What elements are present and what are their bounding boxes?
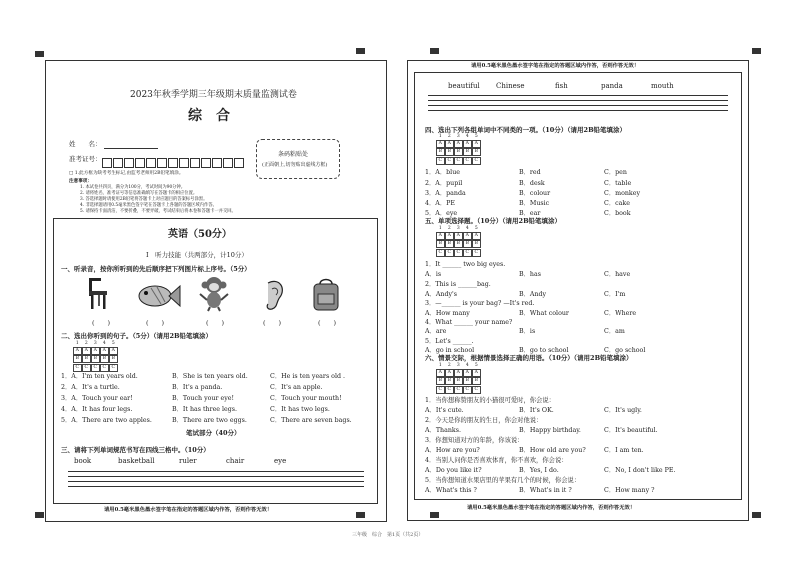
q6-option: C．It's beautiful.	[604, 427, 658, 434]
subject-title: 综 合	[188, 108, 230, 124]
absent-mark-note: □ 1.此方框为缺考考生标记,由监考老师用2B铅笔填涂。	[69, 171, 184, 176]
q4-option: B．ear	[519, 210, 541, 217]
registration-mark	[752, 48, 761, 54]
q2-option: B．Touch your eye!	[172, 395, 235, 402]
q6-option: B．It's OK.	[519, 407, 554, 414]
q5-question: 3．—______ is your bag? —It's red.	[425, 300, 535, 307]
q2-option: 3．A．Touch your ear!	[61, 395, 133, 402]
header-note: 请用0.5毫米黑色墨水签字笔在指定的答题区域内作答，否则作答无效！	[471, 63, 640, 69]
q4-option: 2．A．pupil	[425, 180, 463, 187]
q6-option: C．No, I don't like PE.	[604, 467, 676, 474]
q5-option: B．is	[519, 328, 536, 335]
barcode-area	[256, 139, 340, 179]
q2-option: 2．A．It's a turtle.	[61, 384, 120, 391]
q4-option: 1．A．blue	[425, 169, 460, 176]
q4-option: C．book	[604, 210, 631, 217]
q3-word: Chinese	[496, 82, 525, 90]
q6-title: 六、情景交际，根据情景选择正确的用语。（10分）（请用2B铅笔填涂）	[425, 354, 633, 362]
q5-option: A．is	[425, 271, 442, 278]
bag-icon	[310, 278, 342, 312]
q2-option: 5．A．There are two apples.	[61, 417, 152, 424]
answer-grid-q4[interactable]: 1 2 3 4 5 A A A A A B B B B B C C C C C	[436, 134, 481, 165]
q3-word: panda	[601, 82, 623, 90]
q4-option: B．Music	[519, 200, 550, 207]
q5-option: B．has	[519, 271, 541, 278]
q4-option: 3．A．panda	[425, 190, 466, 197]
name-label: 姓 名：	[69, 140, 102, 148]
q5-option: C．Where	[604, 310, 637, 317]
answer-grid-q6[interactable]: 1 2 3 4 5 A A A A A B B B B B C C C C C	[436, 363, 481, 394]
footer-note: 请用0.5毫米黑色墨水签字笔在指定的答题区域内作答，否则作答无效！	[104, 507, 273, 513]
q3-word: eye	[274, 457, 287, 465]
q4-option: B．red	[519, 169, 541, 176]
id-boxes[interactable]	[102, 153, 245, 172]
answer-grid-q2[interactable]: 1 2 3 4 5 A A A A A B B B B B C C C C C	[73, 341, 118, 372]
id-label: 准考证号：	[69, 155, 102, 163]
registration-mark	[752, 512, 761, 518]
barcode-label: 条码粘贴处	[278, 151, 309, 158]
q3-word: book	[74, 457, 92, 465]
fish-icon	[135, 282, 181, 310]
q6-option: C．How many ?	[604, 487, 655, 494]
barcode-note: (正面朝上,切勿贴出虚线方框)	[262, 162, 328, 168]
q5-question: 2．This is ______bag.	[425, 281, 491, 288]
q5-title: 五、单项选择题。（10分）（请用2B铅笔填涂）	[425, 217, 562, 225]
q4-option: C．pen	[604, 169, 627, 176]
q1-title: 一、听录音，按你所听到的先后顺序把下列图片标上序号。（5分）	[61, 265, 251, 273]
answer-grid-q5[interactable]: 1 2 3 4 5 A A A A A B B B B B C C C C C	[436, 226, 481, 257]
q6-question: 1．当你想称赞朋友的小猫很可爱时，你会说：	[425, 397, 555, 404]
q2-option: B．It's a panda.	[172, 384, 223, 391]
q5-option: A．Andy's	[425, 291, 457, 298]
q5-question: 4．What ______ your name?	[425, 319, 513, 326]
writing-lines[interactable]	[428, 95, 728, 111]
q4-option: B．colour	[519, 190, 551, 197]
notice-title: 注意事项：	[69, 179, 92, 184]
q4-option: C．table	[604, 180, 632, 187]
exam-title: 2023年秋季学期三年级期末质量监测试卷	[130, 90, 297, 100]
notice-line: 3. 答选择题时请使用2B铅笔将答题卡上对应题目的答案标号涂黑。	[80, 197, 208, 202]
notice-line: 4. 非选择题请用0.5毫米黑色签字笔在答题卡上各题的答题区域内作答。	[80, 203, 217, 208]
q4-option: B．desk	[519, 180, 545, 187]
q5-option: A．are	[425, 328, 447, 335]
q4-option: 5．A．eye	[425, 210, 458, 217]
answer-paren[interactable]: ( )	[92, 319, 111, 327]
footer-note: 请用0.5毫米黑色墨水签字笔在指定的答题区域内作答，否则作答无效！	[467, 505, 636, 511]
q6-option: A．What's this ?	[425, 487, 477, 494]
monkey-icon	[197, 276, 231, 312]
answer-paren[interactable]: ( )	[206, 319, 225, 327]
name-field[interactable]	[104, 148, 158, 149]
q5-question: 5．Let's ______.	[425, 338, 474, 345]
registration-mark	[356, 48, 365, 54]
q6-option: B．How old are you?	[519, 447, 586, 454]
q6-option: C．I am ten.	[604, 447, 644, 454]
answer-paren[interactable]: ( )	[263, 319, 282, 327]
q3-word: fish	[555, 82, 568, 90]
listening-title: Ⅰ 听力技能（共两部分，计10分）	[146, 251, 248, 259]
q6-option: B．Happy birthday.	[519, 427, 581, 434]
q3-word: mouth	[651, 82, 674, 90]
q2-option: B．It has three legs.	[172, 406, 238, 413]
registration-mark	[35, 512, 44, 518]
q2-title: 二、选出你听到的句子。（5分）（请用2B铅笔填涂）	[61, 332, 213, 340]
q2-option: 4．A．It has four legs.	[61, 406, 133, 413]
q2-option: C．He is ten years old .	[270, 373, 346, 380]
written-title: 笔试部分（40分）	[186, 429, 241, 437]
q2-option: 1．A．I'm ten years old.	[61, 373, 138, 380]
page-footer: 三年级 综合 第1页（共2页）	[352, 532, 424, 538]
q6-option: A．Do you like it?	[425, 467, 482, 474]
english-title: 英语（50分）	[168, 229, 232, 240]
notice-line: 5. 请保持卡面清洁，不要折叠，不要弄破，考试结束后将本卷和答题卡一并交回。	[80, 209, 236, 214]
q5-option: B．What colour	[519, 310, 569, 317]
q6-question: 2．今天是你的朋友的生日，你会对他说：	[425, 417, 543, 424]
notice-line: 1. 本试卷共四页，满分为100分，考试时间为90分钟。	[80, 185, 186, 190]
ear-icon	[262, 279, 286, 311]
q2-option: C．Touch your mouth!	[270, 395, 342, 402]
q5-option: A．How many	[425, 310, 470, 317]
answer-paren[interactable]: ( )	[146, 319, 165, 327]
registration-mark	[35, 51, 44, 57]
q3-word: basketball	[118, 457, 155, 465]
notice-line: 2. 请将姓名、准考证号等信息准确填写在答题卡的相应位置。	[80, 191, 198, 196]
q5-option: C．I'm	[604, 291, 626, 298]
q5-option: B．go to school	[519, 347, 569, 354]
q2-option: C．It's an apple.	[270, 384, 323, 391]
q3-word: ruler	[179, 457, 197, 465]
q6-question: 5．当你想知道水果店里的苹果有几个的时候，你会说：	[425, 477, 581, 484]
writing-lines[interactable]	[68, 471, 364, 487]
q6-question: 4．当别人问你是否喜欢体育，你不喜欢，你会说：	[425, 457, 568, 464]
q4-option: C．cake	[604, 200, 630, 207]
q6-option: B．Yes, I do.	[519, 467, 559, 474]
q6-option: B．What's in it ?	[519, 487, 572, 494]
q2-option: C．It has two legs.	[270, 406, 330, 413]
chair-icon	[83, 276, 113, 310]
q4-title: 四、选出下列各组单词中不同类的一项。（10分）（请用2B铅笔填涂）	[425, 126, 627, 134]
q2-option: B．There are two eggs.	[172, 417, 247, 424]
q2-option: B．She is ten years old.	[172, 373, 248, 380]
registration-mark	[430, 48, 439, 54]
q6-option: C．It's ugly.	[604, 407, 642, 414]
q6-option: A．It's cute.	[425, 407, 464, 414]
q2-option: C．There are seven bags.	[270, 417, 352, 424]
answer-paren[interactable]: ( )	[318, 319, 337, 327]
q4-option: C．monkey	[604, 190, 641, 197]
q5-option: C．have	[604, 271, 631, 278]
q5-option: B．Andy	[519, 291, 547, 298]
q4-option: 4．A．PE	[425, 200, 455, 207]
q6-option: A．How are you?	[425, 447, 480, 454]
q6-question: 3．你想知道对方的年龄，你该说：	[425, 437, 524, 444]
q3-word: beautiful	[448, 82, 480, 90]
q5-option: C．go school	[604, 347, 646, 354]
q3-title: 三、请将下列单词规范书写在四线三格中。（10分）	[61, 446, 210, 454]
q6-option: A．Thanks.	[425, 427, 461, 434]
q5-option: C．am	[604, 328, 625, 335]
q3-word: chair	[226, 457, 245, 465]
q5-option: A．go in school	[425, 347, 475, 354]
q5-question: 1．It ______ two big eyes.	[425, 261, 506, 268]
